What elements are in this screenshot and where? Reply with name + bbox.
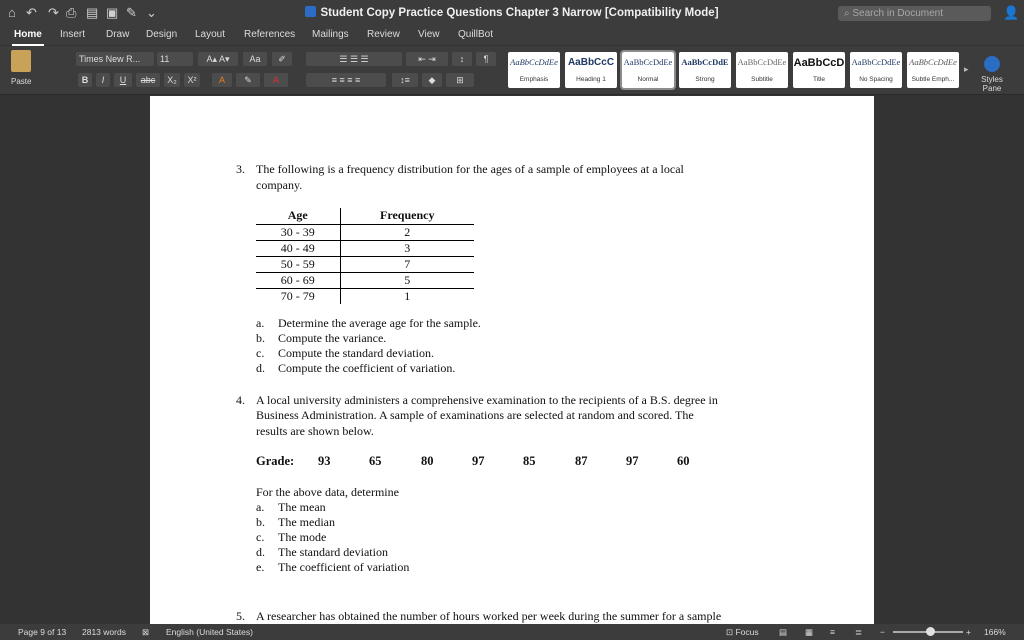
zoom-level[interactable]: 166% xyxy=(984,627,1006,637)
list-item-label: e. xyxy=(256,560,265,574)
list-item: The mean xyxy=(278,500,326,514)
edit-icon[interactable]: ✎ xyxy=(126,5,137,20)
window-title: Student Copy Practice Questions Chapter 3 Narrow [Compatibility Mode] xyxy=(0,6,1024,19)
indent-buttons[interactable]: ⇤ ⇥ xyxy=(406,52,448,66)
frequency-table xyxy=(256,208,474,304)
styles-pane-button[interactable]: Styles Pane xyxy=(980,56,1004,93)
superscript-button[interactable]: X² xyxy=(184,73,200,87)
underline-button[interactable]: U xyxy=(114,73,132,87)
style-emphasis[interactable]: AaBbCcDdEe Emphasis xyxy=(508,52,560,88)
style-strong[interactable]: AaBbCcDdE Strong xyxy=(679,52,731,88)
status-bar xyxy=(0,624,1024,640)
table-row: 60 - 69 5 xyxy=(256,272,474,288)
sort-icon[interactable]: ↕ xyxy=(452,52,472,66)
list-item-label: b. xyxy=(256,515,265,529)
tab-mailings[interactable]: Mailings xyxy=(312,29,349,40)
list-buttons[interactable]: ☰ ☰ ☰ xyxy=(306,52,402,66)
table-row: 30 - 39 2 xyxy=(256,224,474,240)
grade-value: 60 xyxy=(677,454,690,468)
style-title[interactable]: AaBbCcD Title xyxy=(793,52,845,88)
tab-review[interactable]: Review xyxy=(367,29,400,40)
font-grow-shrink-buttons[interactable]: A▴ A▾ xyxy=(198,52,238,66)
list-item-label: c. xyxy=(256,346,265,360)
grade-value: 65 xyxy=(369,454,382,468)
table-row: 40 - 49 3 xyxy=(256,240,474,256)
word-count[interactable]: 2813 words xyxy=(82,627,126,637)
italic-button[interactable]: I xyxy=(96,73,110,87)
proofing-icon[interactable]: ⊠ xyxy=(142,627,150,637)
text-effects-button[interactable]: A xyxy=(212,73,232,87)
tab-draw[interactable]: Draw xyxy=(106,29,130,40)
focus-mode-button[interactable]: ⊡ Focus xyxy=(726,627,759,637)
borders-icon[interactable]: ⊞ xyxy=(446,73,474,87)
outline-view-icon[interactable]: ≡ xyxy=(830,627,835,637)
table-header: Age xyxy=(256,208,340,224)
font-name-select[interactable]: Times New R... xyxy=(76,52,154,66)
question-text: results are shown below. xyxy=(256,424,374,438)
print-layout-icon[interactable]: ▤ xyxy=(779,627,788,637)
strikethrough-button[interactable]: abc xyxy=(136,73,160,87)
font-color-button[interactable]: A xyxy=(264,73,288,87)
question-number: 5. xyxy=(236,609,245,623)
list-item: Determine the average age for the sample. xyxy=(278,316,481,330)
question-number: 4. xyxy=(236,393,245,407)
grade-value: 80 xyxy=(421,454,434,468)
question-text: A researcher has obtained the number of hours worked per week during the summer for a sample xyxy=(256,609,722,623)
page-count[interactable]: Page 9 of 13 xyxy=(18,627,67,637)
grade-value: 93 xyxy=(318,454,331,468)
list-item: The coefficient of variation xyxy=(278,560,410,574)
list-item: Compute the coefficient of variation. xyxy=(278,361,456,375)
print-icon[interactable]: ⎙ xyxy=(66,5,77,20)
question-text: Business Administration. A sample of examinations are selected at random and scored. The xyxy=(256,408,694,422)
list-item: Compute the variance. xyxy=(278,331,387,345)
list-item-label: c. xyxy=(256,530,265,544)
layout-icon[interactable]: ▤ xyxy=(86,5,99,20)
style-no-spacing[interactable]: AaBbCcDdEe No Spacing xyxy=(850,52,902,88)
redo-icon[interactable]: ↷ xyxy=(48,5,59,20)
zoom-out-button[interactable]: − xyxy=(880,627,885,637)
style-normal[interactable]: AaBbCcDdEe Normal xyxy=(622,52,674,88)
clear-formatting-icon[interactable]: ✐ xyxy=(272,52,292,66)
question-text: company. xyxy=(256,178,303,192)
grade-label: Grade: xyxy=(256,454,295,468)
line-spacing-button[interactable]: ↕≡ xyxy=(392,73,418,87)
draft-view-icon[interactable]: ≣ xyxy=(855,627,863,637)
search-input[interactable]: ⌕ Search in Document xyxy=(838,6,991,21)
home-icon[interactable]: ⌂ xyxy=(8,5,16,20)
question-text: A local university administers a comprehensive examination to the recipients of a B.S. degree in xyxy=(256,393,718,407)
table-header: Frequency xyxy=(340,208,474,224)
tab-home[interactable]: Home xyxy=(14,29,42,40)
change-case-button[interactable]: Aa xyxy=(243,52,267,66)
list-item: The mode xyxy=(278,530,327,544)
styles-gallery-expand-icon[interactable]: ▸ xyxy=(964,64,969,74)
shading-icon[interactable]: ◆ xyxy=(422,73,442,87)
paste-icon[interactable] xyxy=(11,50,31,72)
customize-toolbar-icon[interactable]: ⌄ xyxy=(146,5,157,20)
undo-icon[interactable]: ↶ xyxy=(26,5,37,20)
question-text: The following is a frequency distribution for the ages of a sample of employees at a local xyxy=(256,162,684,176)
account-icon[interactable]: 👤 xyxy=(1003,5,1020,20)
style-subtle-emphasis[interactable]: AaBbCcDdEe Subtle Emph... xyxy=(907,52,959,88)
question-number: 3. xyxy=(236,162,245,176)
table-row: 50 - 59 7 xyxy=(256,256,474,272)
list-item-label: a. xyxy=(256,500,265,514)
tab-quillbot[interactable]: QuillBot xyxy=(458,29,494,40)
zoom-slider-handle[interactable] xyxy=(926,627,935,636)
document-canvas[interactable] xyxy=(0,96,1024,624)
styles-pane-icon xyxy=(984,56,1000,72)
pilcrow-icon[interactable]: ¶ xyxy=(476,52,496,66)
search-icon: ⌕ xyxy=(844,8,850,19)
grade-value: 97 xyxy=(472,454,485,468)
tab-design[interactable]: Design xyxy=(146,29,178,40)
grade-value: 87 xyxy=(575,454,588,468)
language-indicator[interactable]: English (United States) xyxy=(166,627,253,637)
tab-references[interactable]: References xyxy=(244,29,296,40)
highlight-icon[interactable]: ✎ xyxy=(236,73,260,87)
list-item: The median xyxy=(278,515,335,529)
tab-layout[interactable]: Layout xyxy=(195,29,226,40)
list-item: The standard deviation xyxy=(278,545,388,559)
web-layout-icon[interactable]: ▦ xyxy=(805,627,814,637)
grade-value: 85 xyxy=(523,454,536,468)
paste-button-label[interactable]: Paste xyxy=(11,77,32,86)
title-bar xyxy=(0,0,1024,26)
style-heading-1[interactable]: AaBbCcC Heading 1 xyxy=(565,52,617,88)
list-item-label: a. xyxy=(256,316,265,330)
subscript-button[interactable]: X₂ xyxy=(164,73,180,87)
word-doc-icon xyxy=(305,6,316,17)
list-item-label: d. xyxy=(256,545,265,559)
tab-insert[interactable]: Insert xyxy=(60,29,86,40)
list-item-label: b. xyxy=(256,331,265,345)
ribbon-tabs xyxy=(0,26,1024,45)
document-page[interactable] xyxy=(150,96,874,624)
zoom-in-button[interactable]: + xyxy=(966,627,971,637)
style-subtitle[interactable]: AaBbCcDdEe Subtitle xyxy=(736,52,788,88)
bold-button[interactable]: B xyxy=(78,73,92,87)
tab-view[interactable]: View xyxy=(418,29,440,40)
grade-value: 97 xyxy=(626,454,639,468)
list-item-label: d. xyxy=(256,361,265,375)
alignment-buttons[interactable]: ≡ ≡ ≡ ≡ xyxy=(306,73,386,87)
save-icon[interactable]: ▣ xyxy=(106,5,119,20)
question-text: For the above data, determine xyxy=(256,485,399,499)
font-size-select[interactable]: 11 xyxy=(157,52,193,66)
table-row: 70 - 79 1 xyxy=(256,288,474,304)
list-item: Compute the standard deviation. xyxy=(278,346,434,360)
